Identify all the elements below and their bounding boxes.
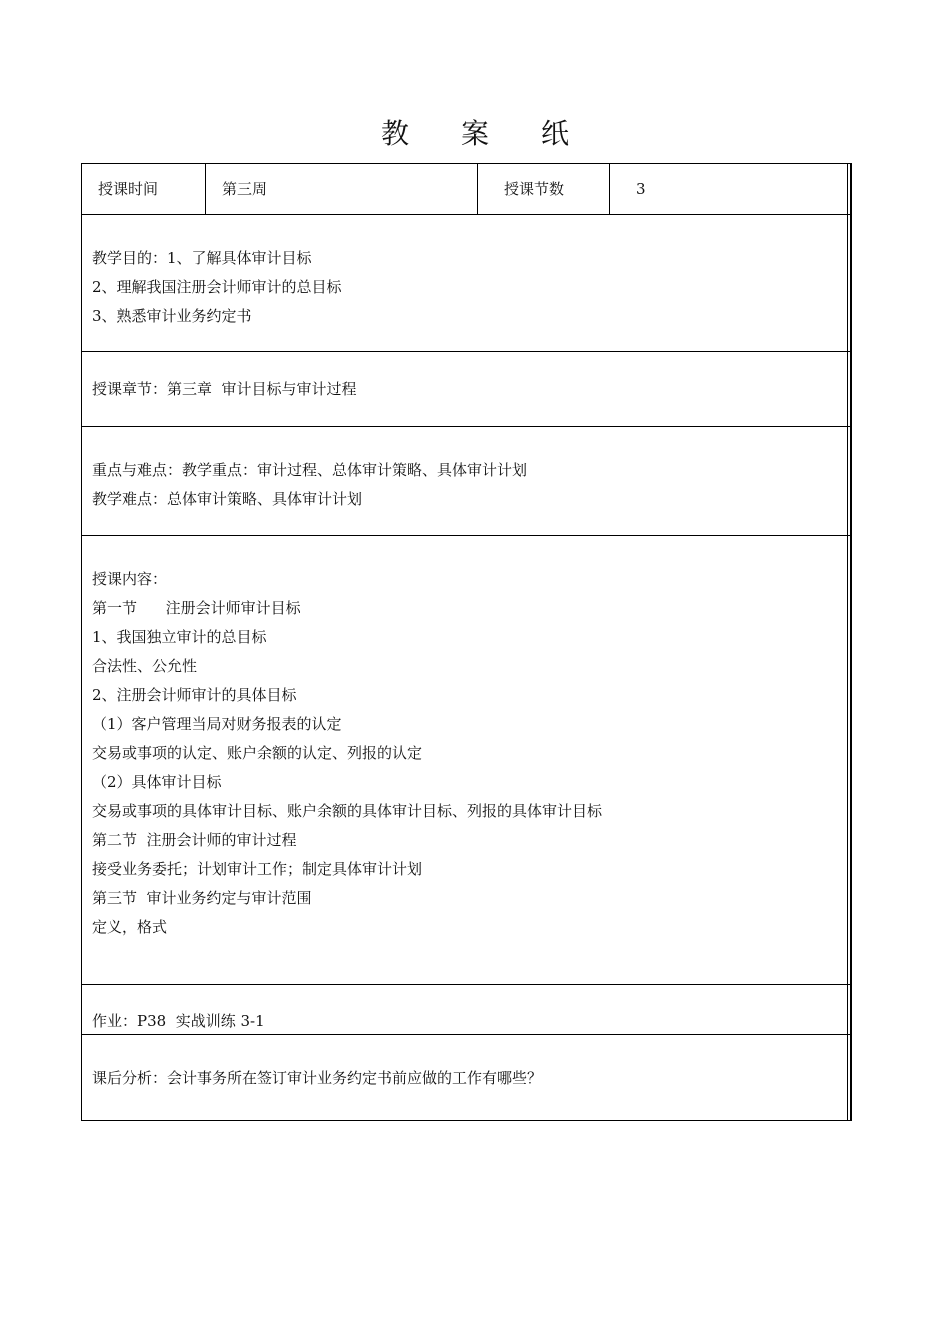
label-class-hours: 授课节数 <box>478 164 610 214</box>
value-teaching-time: 第三周 <box>206 164 478 214</box>
content-line: 第二节 注册会计师的审计过程 <box>92 831 297 849</box>
info-row <box>82 164 850 215</box>
label-teaching-time: 授课时间 <box>82 164 206 214</box>
title-char-3: 纸 <box>541 117 570 150</box>
chapter-section <box>82 352 850 427</box>
analysis-section <box>82 1035 850 1120</box>
content-line: 第一节 注册会计师审计目标 <box>92 599 301 617</box>
key-points-line: 教学难点：总体审计策略、具体审计计划 <box>92 490 363 508</box>
content-line: 交易或事项的具体审计目标、账户余额的具体审计目标、列报的具体审计目标 <box>92 802 603 820</box>
value-class-hours: 3 <box>636 180 646 198</box>
analysis-text: 课后分析：会计事务所在签订审计业务约定书前应做的工作有哪些？ <box>92 1069 543 1087</box>
content-line: 合法性、公允性 <box>92 657 198 675</box>
content-line: 2、注册会计师审计的具体目标 <box>92 686 297 704</box>
content-line: （1）客户管理当局对财务报表的认定 <box>92 715 342 733</box>
title-char-2: 案 <box>460 117 489 150</box>
objectives-line: 2、理解我国注册会计师审计的总目标 <box>92 278 342 296</box>
lesson-plan-table <box>81 163 852 1121</box>
content-line: 交易或事项的认定、账户余额的认定、列报的认定 <box>92 744 423 762</box>
key-points-line: 重点与难点：教学重点：审计过程、总体审计策略、具体审计计划 <box>92 461 528 479</box>
key-points-section <box>82 427 850 536</box>
page-title <box>0 112 950 152</box>
homework-text: 作业：P38 实战训练 3-1 <box>92 1012 265 1030</box>
content-line: 定义，格式 <box>92 918 168 936</box>
content-line: （2）具体审计目标 <box>92 773 222 791</box>
chapter-text: 授课章节：第三章 审计目标与审计过程 <box>92 380 357 398</box>
content-line: 第三节 审计业务约定与审计范围 <box>92 889 312 907</box>
objectives-line: 3、熟悉审计业务约定书 <box>92 307 252 325</box>
content-line: 授课内容： <box>92 570 168 588</box>
objectives-section <box>82 215 850 352</box>
title-char-1: 教 <box>380 117 409 150</box>
objectives-line: 教学目的：1、了解具体审计目标 <box>92 249 312 267</box>
homework-section <box>82 985 850 1035</box>
content-section <box>82 536 850 985</box>
content-line: 1、我国独立审计的总目标 <box>92 628 267 646</box>
content-line: 接受业务委托；计划审计工作；制定具体审计计划 <box>92 860 423 878</box>
